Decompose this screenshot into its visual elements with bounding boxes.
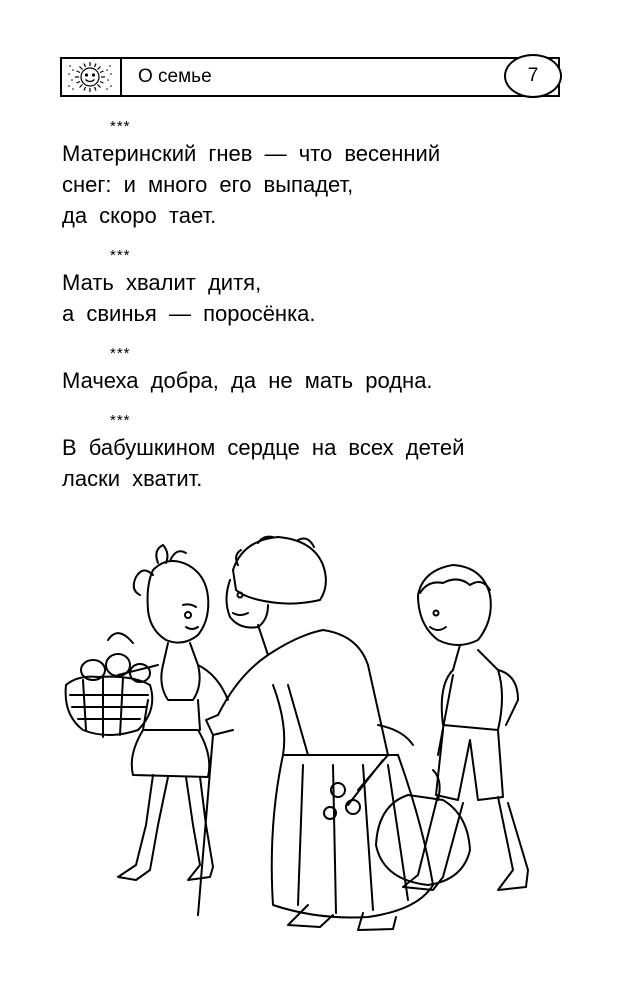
page-header — [60, 57, 560, 97]
grandmother-figure — [198, 537, 433, 930]
header-frame — [60, 57, 560, 97]
sun-logo-box — [60, 57, 122, 97]
proverb-line: снег: и много его выпадет, — [62, 172, 354, 197]
proverb — [62, 345, 582, 396]
proverb-separator: *** — [110, 247, 131, 264]
proverb-line: Мать хвалит дитя, — [62, 270, 262, 295]
proverb-line: Мачеха добра, да не мать родна. — [62, 368, 433, 393]
proverb — [62, 247, 582, 329]
proverb — [62, 412, 582, 494]
proverb-line: В бабушкином сердце на всех детей — [62, 435, 465, 460]
proverbs-list — [62, 118, 582, 510]
girl-figure — [118, 545, 228, 880]
section-title: О семье — [138, 66, 212, 87]
proverb-line: да скоро тает. — [62, 203, 217, 228]
page-number: 7 — [504, 54, 562, 98]
proverb-line: ласки хватит. — [62, 466, 203, 491]
proverb — [62, 118, 582, 231]
sun-face-icon — [64, 60, 116, 94]
proverb-separator: *** — [110, 412, 131, 429]
basket — [66, 633, 153, 737]
proverb-separator: *** — [110, 345, 131, 362]
proverb-line: а свинья — поросёнка. — [62, 301, 316, 326]
grandmother-with-grandchildren-illustration — [58, 525, 568, 945]
proverb-line: Материнский гнев — что весенний — [62, 141, 441, 166]
proverb-separator: *** — [110, 118, 131, 135]
boy-figure — [403, 565, 528, 890]
